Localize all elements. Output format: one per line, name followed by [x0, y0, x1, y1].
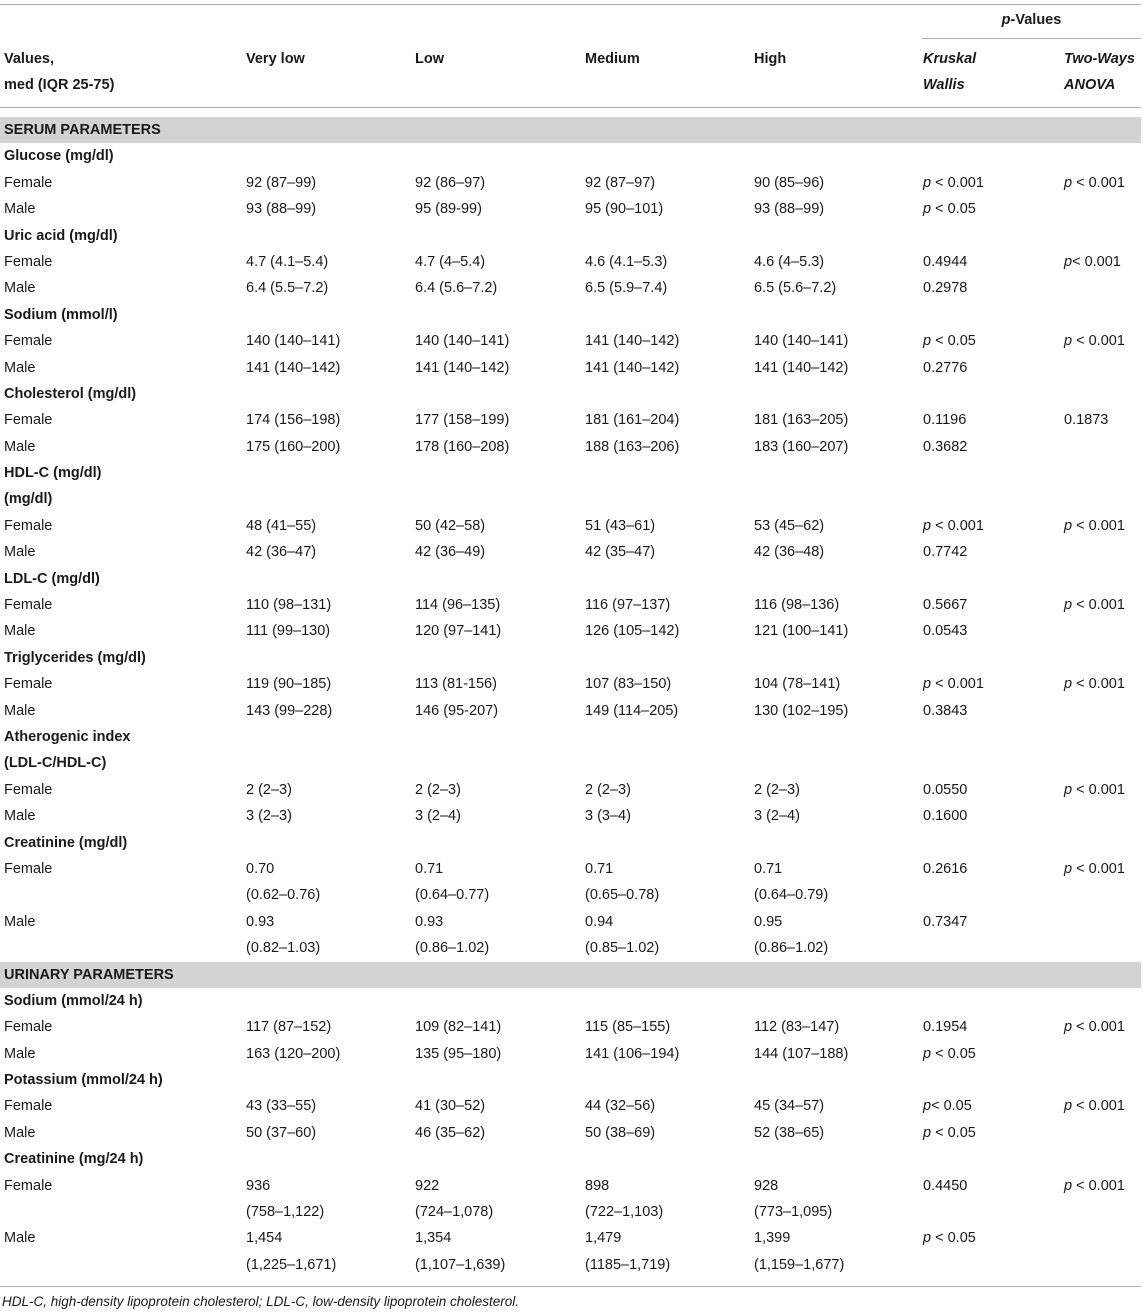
- table-bottom-rule: [0, 1286, 1141, 1287]
- table-row: [0, 618, 1141, 644]
- medium-cell: (0.65–0.78): [585, 887, 660, 904]
- very-low-cell: 175 (160–200): [246, 438, 341, 455]
- very-low-cell: 43 (33–55): [246, 1098, 317, 1115]
- kruskal-wallis-cell: p < 0.05: [923, 1124, 976, 1141]
- kruskal-wallis-cell: 0.4450: [923, 1177, 968, 1194]
- table-row: [0, 513, 1141, 539]
- row-label: Cholesterol (mg/dl): [4, 385, 137, 402]
- table-row: [0, 698, 1141, 724]
- row-label: URINARY PARAMETERS: [4, 966, 174, 983]
- parameter-group-row: [0, 486, 1141, 512]
- kruskal-wallis-cell: 0.1600: [923, 808, 968, 825]
- header-values-line2: med (IQR 25-75): [4, 77, 115, 94]
- very-low-cell: 50 (37–60): [246, 1124, 317, 1141]
- two-ways-anova-cell: p < 0.001: [1064, 1177, 1125, 1194]
- high-cell: 42 (36–48): [754, 544, 825, 561]
- high-cell: 93 (88–99): [754, 201, 825, 218]
- kruskal-wallis-cell: 0.2978: [923, 280, 968, 297]
- row-label: Creatinine (mg/dl): [4, 834, 128, 851]
- header-high: High: [754, 51, 787, 67]
- header-anova-line2: ANOVA: [1064, 77, 1116, 94]
- p-symbol: p: [1064, 860, 1073, 877]
- table-row: [0, 935, 1141, 961]
- low-cell: 41 (30–52): [415, 1098, 486, 1115]
- low-cell: 0.93: [415, 913, 444, 930]
- very-low-cell: 4.7 (4.1–5.4): [246, 253, 329, 270]
- medium-cell: 116 (97–137): [585, 597, 671, 614]
- row-label: Male: [4, 1230, 36, 1247]
- header-values-line1: Values,: [4, 51, 54, 67]
- medium-cell: 0.94: [585, 913, 614, 930]
- medium-cell: 1,479: [585, 1230, 622, 1247]
- header-medium: Medium: [585, 51, 640, 67]
- row-label: (LDL-C/HDL-C): [4, 755, 107, 772]
- row-label: Male: [4, 808, 36, 825]
- parameter-group-row: [0, 223, 1141, 249]
- very-low-cell: 3 (2–3): [246, 808, 292, 825]
- p-values-label: -Values: [1010, 12, 1062, 28]
- row-label: Male: [4, 913, 36, 930]
- table-row: [0, 1120, 1141, 1146]
- medium-cell: 6.5 (5.9–7.4): [585, 280, 668, 297]
- table-row: [0, 1252, 1141, 1278]
- low-cell: (1,107–1,639): [415, 1256, 506, 1273]
- medium-cell: 107 (83–150): [585, 676, 672, 693]
- high-cell: 141 (140–142): [754, 359, 849, 376]
- low-cell: 109 (82–141): [415, 1019, 502, 1036]
- p-symbol: p: [923, 517, 932, 534]
- row-label: Female: [4, 1019, 53, 1036]
- kruskal-wallis-cell: p < 0.05: [923, 1045, 976, 1062]
- kruskal-wallis-cell: 0.3843: [923, 702, 968, 719]
- p-symbol: p: [923, 333, 932, 350]
- high-cell: 2 (2–3): [754, 781, 800, 798]
- medium-cell: 126 (105–142): [585, 623, 680, 640]
- low-cell: 922: [415, 1177, 440, 1194]
- table-row: [0, 671, 1141, 697]
- row-label: LDL-C (mg/dl): [4, 570, 100, 587]
- row-label: Male: [4, 1124, 36, 1141]
- kruskal-wallis-cell: 0.1196: [923, 412, 967, 429]
- low-cell: 141 (140–142): [415, 359, 510, 376]
- very-low-cell: 48 (41–55): [246, 517, 317, 534]
- parameter-group-row: [0, 566, 1141, 592]
- row-label: (mg/dl): [4, 491, 53, 508]
- very-low-cell: 2 (2–3): [246, 781, 292, 798]
- parameter-group-row: [0, 750, 1141, 776]
- table-body: [0, 117, 1141, 1278]
- kruskal-wallis-cell: p < 0.05: [923, 333, 976, 350]
- p-values-group-rule: [922, 38, 1141, 39]
- row-label: Creatinine (mg/24 h): [4, 1151, 144, 1168]
- two-ways-anova-cell: p < 0.001: [1064, 517, 1125, 534]
- table-row: [0, 1093, 1141, 1119]
- high-cell: 183 (160–207): [754, 438, 849, 455]
- table-row: [0, 539, 1141, 565]
- medium-cell: 50 (38–69): [585, 1124, 656, 1141]
- low-cell: 3 (2–4): [415, 808, 461, 825]
- high-cell: 3 (2–4): [754, 808, 800, 825]
- medium-cell: 141 (140–142): [585, 359, 680, 376]
- header-anova-line1: Two-Ways: [1064, 51, 1135, 67]
- table-footnote: HDL-C, high-density lipoprotein cholesterol; LDL-C, low-density lipoprotein cholesterol.: [2, 1294, 519, 1309]
- low-cell: 120 (97–141): [415, 623, 502, 640]
- very-low-cell: (1,225–1,671): [246, 1256, 337, 1273]
- p-symbol: p: [1064, 253, 1073, 270]
- table-row: [0, 1173, 1141, 1199]
- table-row: [0, 777, 1141, 803]
- header-values-column: [4, 46, 114, 99]
- medium-cell: 149 (114–205): [585, 702, 679, 719]
- parameter-group-row: [0, 1146, 1141, 1172]
- low-cell: 50 (42–58): [415, 517, 486, 534]
- very-low-cell: 6.4 (5.5–7.2): [246, 280, 329, 297]
- low-cell: 114 (96–135): [415, 597, 501, 614]
- very-low-cell: 117 (87–152): [246, 1019, 332, 1036]
- low-cell: 177 (158–199): [415, 412, 510, 429]
- low-cell: 0.71: [415, 860, 444, 877]
- very-low-cell: 143 (99–228): [246, 702, 333, 719]
- kruskal-wallis-cell: 0.2776: [923, 359, 968, 376]
- low-cell: 140 (140–141): [415, 333, 510, 350]
- very-low-cell: 110 (98–131): [246, 597, 332, 614]
- two-ways-anova-cell: p < 0.001: [1064, 1098, 1125, 1115]
- header-kruskal-line2: Wallis: [923, 77, 965, 94]
- low-cell: 135 (95–180): [415, 1045, 502, 1062]
- kruskal-wallis-cell: 0.0543: [923, 623, 968, 640]
- two-ways-anova-cell: p < 0.001: [1064, 781, 1125, 798]
- table-row: [0, 856, 1141, 882]
- p-symbol: p: [1064, 517, 1073, 534]
- row-label: SERUM PARAMETERS: [4, 122, 161, 138]
- header-two-ways-anova: [1064, 46, 1135, 99]
- row-label: Female: [4, 412, 53, 429]
- header-low: Low: [415, 51, 444, 67]
- two-ways-anova-cell: p < 0.001: [1064, 676, 1125, 693]
- very-low-cell: (758–1,122): [246, 1204, 325, 1221]
- p-symbol: p: [923, 1124, 932, 1141]
- table-row: [0, 434, 1141, 460]
- high-cell: 6.5 (5.6–7.2): [754, 280, 837, 297]
- two-ways-anova-cell: p < 0.001: [1064, 597, 1125, 614]
- high-cell: 121 (100–141): [754, 623, 849, 640]
- table-row: [0, 1225, 1141, 1251]
- row-label: Female: [4, 1098, 53, 1115]
- very-low-cell: 119 (90–185): [246, 676, 332, 693]
- high-cell: 116 (98–136): [754, 597, 840, 614]
- p-symbol: p: [923, 174, 932, 191]
- p-symbol: p: [923, 1098, 932, 1115]
- very-low-cell: 92 (87–99): [246, 174, 317, 191]
- row-label: Sodium (mmol/24 h): [4, 992, 143, 1009]
- high-cell: 0.95: [754, 913, 783, 930]
- table-row: [0, 355, 1141, 381]
- high-cell: 45 (34–57): [754, 1098, 825, 1115]
- table-row: [0, 170, 1141, 196]
- very-low-cell: 0.93: [246, 913, 275, 930]
- medium-cell: 42 (35–47): [585, 544, 656, 561]
- row-label: Male: [4, 438, 36, 455]
- medium-cell: 0.71: [585, 860, 614, 877]
- medium-cell: 188 (163–206): [585, 438, 680, 455]
- low-cell: 95 (89-99): [415, 201, 482, 218]
- low-cell: 46 (35–62): [415, 1124, 486, 1141]
- row-label: Female: [4, 333, 53, 350]
- p-symbol: p: [923, 1045, 932, 1062]
- parameter-group-row: [0, 381, 1141, 407]
- table-row: [0, 407, 1141, 433]
- p-symbol: p: [1064, 597, 1073, 614]
- p-symbol: p: [1064, 1177, 1073, 1194]
- row-label: Triglycerides (mg/dl): [4, 649, 146, 666]
- row-label: Female: [4, 253, 53, 270]
- high-cell: 140 (140–141): [754, 333, 849, 350]
- medium-cell: 141 (140–142): [585, 333, 680, 350]
- very-low-cell: 936: [246, 1177, 271, 1194]
- high-cell: 52 (38–65): [754, 1124, 825, 1141]
- kruskal-wallis-cell: 0.7347: [923, 913, 968, 930]
- kruskal-wallis-cell: p < 0.001: [923, 517, 984, 534]
- row-label: HDL-C (mg/dl): [4, 465, 102, 482]
- row-label: Male: [4, 544, 36, 561]
- row-label: Potassium (mmol/24 h): [4, 1072, 163, 1089]
- table-row: [0, 1041, 1141, 1067]
- low-cell: 4.7 (4–5.4): [415, 253, 486, 270]
- very-low-cell: 42 (36–47): [246, 544, 317, 561]
- medium-cell: (722–1,103): [585, 1204, 664, 1221]
- medium-cell: 95 (90–101): [585, 201, 664, 218]
- kruskal-wallis-cell: 0.1954: [923, 1019, 968, 1036]
- row-label: Female: [4, 1177, 53, 1194]
- p-symbol: p: [1064, 333, 1073, 350]
- parameter-group-row: [0, 645, 1141, 671]
- medium-cell: 51 (43–61): [585, 517, 656, 534]
- two-ways-anova-cell: p < 0.001: [1064, 333, 1125, 350]
- medium-cell: 181 (161–204): [585, 412, 680, 429]
- high-cell: (1,159–1,677): [754, 1256, 845, 1273]
- row-label: Male: [4, 359, 36, 376]
- very-low-cell: 111 (99–130): [246, 623, 331, 640]
- table-row: [0, 275, 1141, 301]
- p-symbol: p: [1064, 174, 1073, 191]
- p-symbol: p: [1064, 781, 1073, 798]
- header-kruskal-wallis: [923, 46, 976, 99]
- medium-cell: 898: [585, 1177, 610, 1194]
- row-label: Female: [4, 676, 53, 693]
- row-label: Male: [4, 1045, 36, 1062]
- kruskal-wallis-cell: p < 0.05: [923, 1230, 976, 1247]
- low-cell: 146 (95-207): [415, 702, 499, 719]
- kruskal-wallis-cell: 0.4944: [923, 253, 968, 270]
- low-cell: 92 (86–97): [415, 174, 486, 191]
- high-cell: (0.86–1.02): [754, 940, 829, 957]
- very-low-cell: 93 (88–99): [246, 201, 317, 218]
- table-row: [0, 803, 1141, 829]
- medium-cell: (0.85–1.02): [585, 940, 660, 957]
- table-row: [0, 1199, 1141, 1225]
- section-header-row: [0, 117, 1141, 143]
- kruskal-wallis-cell: 0.2616: [923, 860, 968, 877]
- very-low-cell: 174 (156–198): [246, 412, 341, 429]
- medium-cell: 115 (85–155): [585, 1019, 671, 1036]
- very-low-cell: 1,454: [246, 1230, 283, 1247]
- high-cell: 144 (107–188): [754, 1045, 849, 1062]
- p-symbol: p: [923, 676, 932, 693]
- row-label: Male: [4, 702, 36, 719]
- medium-cell: 92 (87–97): [585, 174, 656, 191]
- p-values-group-header: [922, 12, 1141, 28]
- row-label: Female: [4, 781, 53, 798]
- parameter-group-row: [0, 1067, 1141, 1093]
- high-cell: 104 (78–141): [754, 676, 841, 693]
- table-row: [0, 1014, 1141, 1040]
- two-ways-anova-cell: 0.1873: [1064, 412, 1109, 429]
- two-ways-anova-cell: p < 0.001: [1064, 860, 1125, 877]
- row-label: Male: [4, 201, 36, 218]
- high-cell: 53 (45–62): [754, 517, 825, 534]
- medium-cell: 141 (106–194): [585, 1045, 680, 1062]
- high-cell: 4.6 (4–5.3): [754, 253, 825, 270]
- high-cell: 181 (163–205): [754, 412, 849, 429]
- high-cell: 928: [754, 1177, 779, 1194]
- low-cell: (0.64–0.77): [415, 887, 490, 904]
- kruskal-wallis-cell: 0.3682: [923, 438, 968, 455]
- low-cell: 178 (160–208): [415, 438, 510, 455]
- kruskal-wallis-cell: 0.7742: [923, 544, 968, 561]
- p-symbol: p: [923, 1230, 932, 1247]
- medium-cell: 44 (32–56): [585, 1098, 656, 1115]
- very-low-cell: 0.70: [246, 860, 275, 877]
- row-label: Sodium (mmol/l): [4, 306, 118, 323]
- medium-cell: 4.6 (4.1–5.3): [585, 253, 668, 270]
- very-low-cell: 141 (140–142): [246, 359, 341, 376]
- low-cell: (724–1,078): [415, 1204, 494, 1221]
- table-row: [0, 592, 1141, 618]
- high-cell: 112 (83–147): [754, 1019, 840, 1036]
- p-values-italic-p: p: [1001, 12, 1011, 28]
- row-label: Atherogenic index: [4, 728, 131, 745]
- kruskal-wallis-cell: p < 0.001: [923, 676, 984, 693]
- high-cell: 130 (102–195): [754, 702, 849, 719]
- row-label: Male: [4, 623, 36, 640]
- medium-cell: 2 (2–3): [585, 781, 631, 798]
- high-cell: (0.64–0.79): [754, 887, 829, 904]
- row-label: Glucose (mg/dl): [4, 148, 114, 165]
- medium-cell: (1185–1,719): [585, 1256, 671, 1273]
- p-symbol: p: [1064, 1019, 1073, 1036]
- kruskal-wallis-cell: 0.5667: [923, 597, 968, 614]
- row-label: Female: [4, 860, 53, 877]
- p-symbol: p: [923, 201, 932, 218]
- table-row: [0, 909, 1141, 935]
- p-symbol: p: [1064, 1098, 1073, 1115]
- low-cell: 6.4 (5.6–7.2): [415, 280, 498, 297]
- high-cell: (773–1,095): [754, 1204, 833, 1221]
- high-cell: 1,399: [754, 1230, 791, 1247]
- row-label: Female: [4, 174, 53, 191]
- low-cell: 1,354: [415, 1230, 452, 1247]
- low-cell: 42 (36–49): [415, 544, 486, 561]
- row-label: Female: [4, 517, 53, 534]
- table-row: [0, 196, 1141, 222]
- section-header-row: [0, 962, 1141, 988]
- p-symbol: p: [1064, 676, 1073, 693]
- kruskal-wallis-cell: 0.0550: [923, 781, 968, 798]
- row-label: Male: [4, 280, 36, 297]
- parameter-group-row: [0, 143, 1141, 169]
- table-row: [0, 328, 1141, 354]
- kruskal-wallis-cell: p < 0.05: [923, 201, 976, 218]
- parameter-group-row: [0, 724, 1141, 750]
- row-label: Female: [4, 597, 53, 614]
- kruskal-wallis-cell: p< 0.05: [923, 1098, 972, 1115]
- medium-cell: 3 (3–4): [585, 808, 631, 825]
- parameter-group-row: [0, 830, 1141, 856]
- parameter-group-row: [0, 460, 1141, 486]
- kruskal-wallis-cell: p < 0.001: [923, 174, 984, 191]
- header-kruskal-line1: Kruskal: [923, 51, 977, 67]
- high-cell: 0.71: [754, 860, 783, 877]
- parameter-group-row: [0, 988, 1141, 1014]
- two-ways-anova-cell: p < 0.001: [1064, 1019, 1125, 1036]
- low-cell: (0.86–1.02): [415, 940, 490, 957]
- high-cell: 90 (85–96): [754, 174, 825, 191]
- low-cell: 113 (81-156): [415, 676, 497, 693]
- very-low-cell: 163 (120–200): [246, 1045, 341, 1062]
- header-bottom-rule: [0, 107, 1141, 108]
- header-very-low: Very low: [246, 51, 305, 67]
- table-top-rule: [0, 4, 1141, 5]
- table-row: [0, 882, 1141, 908]
- low-cell: 2 (2–3): [415, 781, 461, 798]
- two-ways-anova-cell: p < 0.001: [1064, 174, 1125, 191]
- parameter-group-row: [0, 302, 1141, 328]
- very-low-cell: (0.62–0.76): [246, 887, 321, 904]
- table-row: [0, 249, 1141, 275]
- two-ways-anova-cell: p< 0.001: [1064, 253, 1121, 270]
- very-low-cell: (0.82–1.03): [246, 940, 321, 957]
- row-label: Uric acid (mg/dl): [4, 227, 118, 244]
- very-low-cell: 140 (140–141): [246, 333, 341, 350]
